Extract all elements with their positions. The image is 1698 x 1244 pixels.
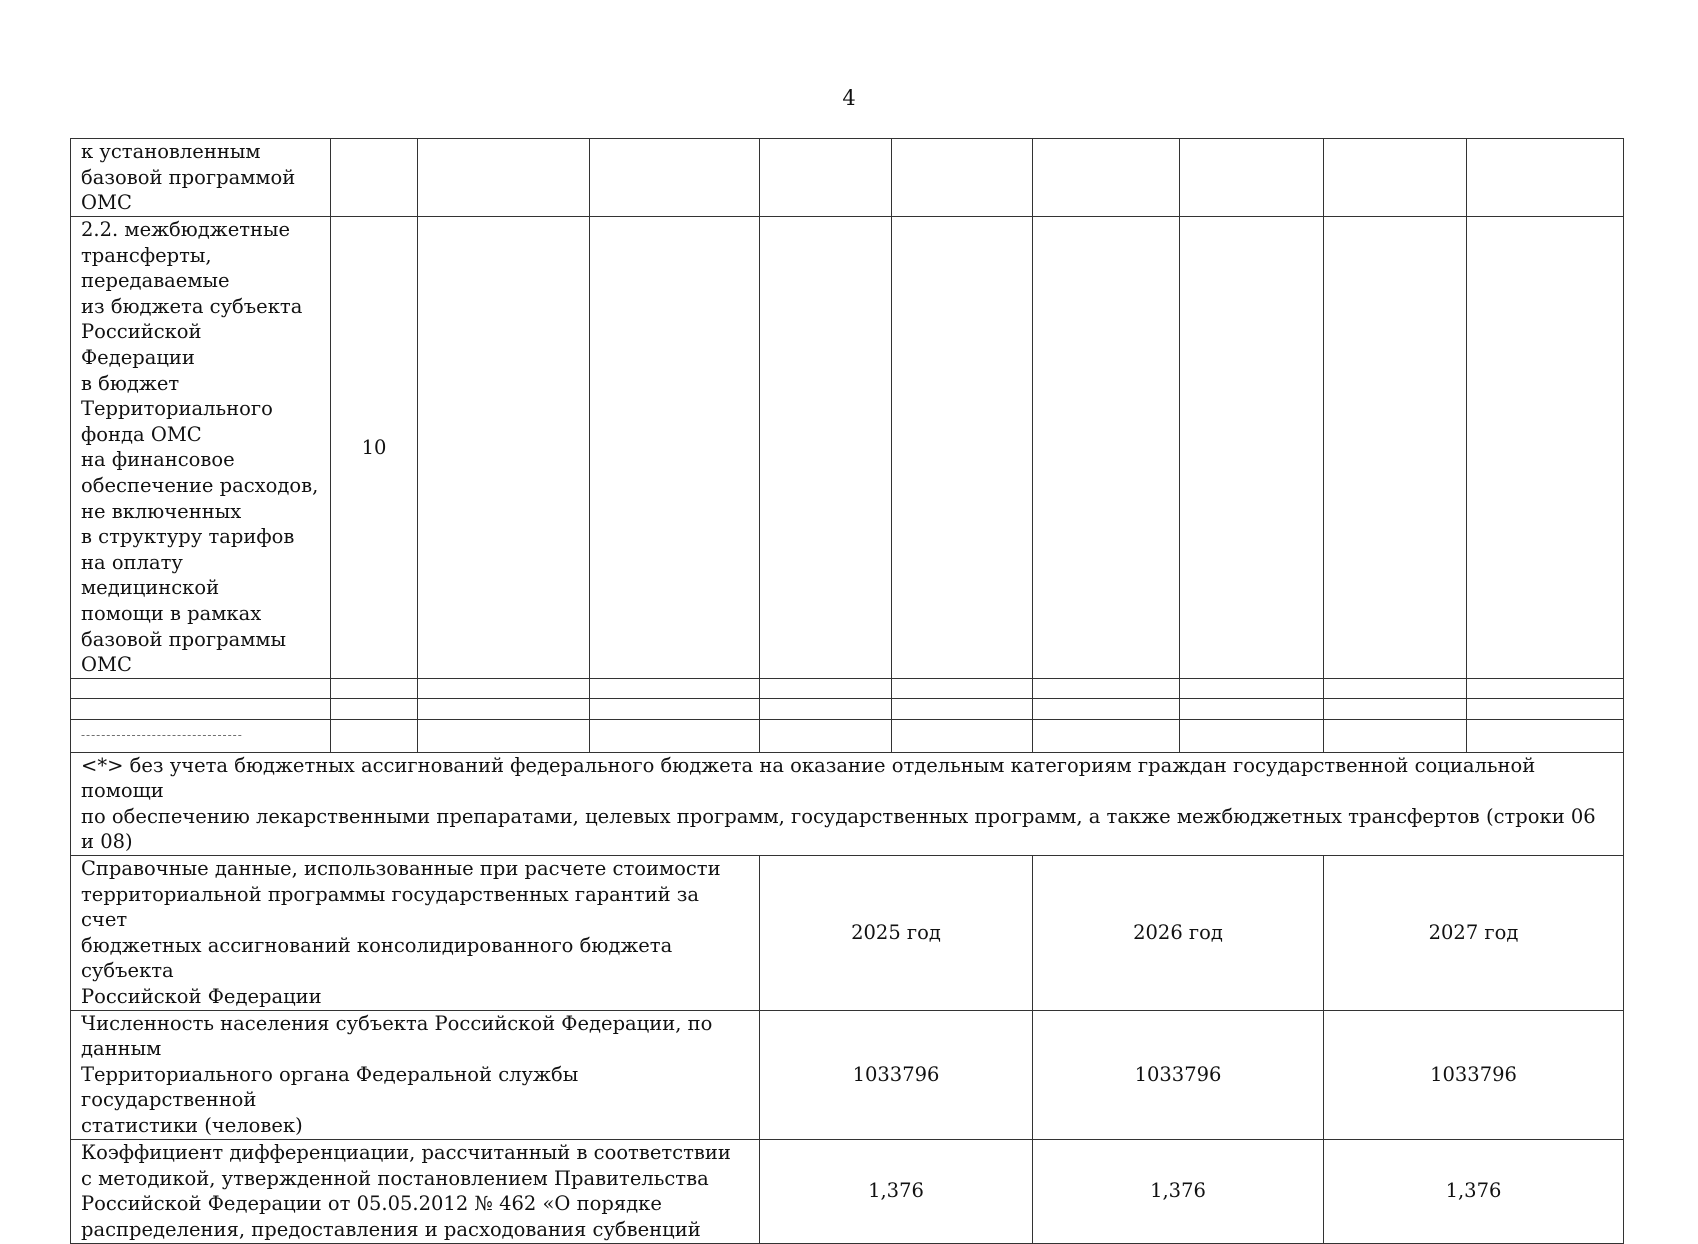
empty-cell bbox=[892, 217, 1033, 679]
coefficient-row bbox=[71, 1139, 1624, 1243]
empty-cell bbox=[418, 217, 590, 679]
budget-table bbox=[70, 138, 1624, 1244]
reference-header-row bbox=[71, 856, 1624, 1011]
empty-cell bbox=[1180, 139, 1324, 217]
row-code: 10 bbox=[331, 217, 418, 679]
empty-cell bbox=[1180, 217, 1324, 679]
table-row bbox=[71, 139, 1624, 217]
empty-cell bbox=[418, 139, 590, 217]
population-2027: 1033796 bbox=[1324, 1010, 1624, 1139]
empty-cell bbox=[1324, 217, 1467, 679]
empty-cell bbox=[1033, 217, 1180, 679]
empty-cell bbox=[892, 139, 1033, 217]
empty-cell bbox=[760, 217, 892, 679]
empty-cell bbox=[590, 217, 760, 679]
empty-cell bbox=[1467, 217, 1624, 679]
row-label: 2.2. межбюджетные трансферты, передаваемые из бюджета субъекта Российской Федерации в бюджет Территориального фонда ОМС на финансовое обеспечение расходов, не включенных в структуру тарифов на оплату медицинской помощи в рамках базовой программы ОМС bbox=[71, 217, 331, 679]
year-2027: 2027 год bbox=[1324, 856, 1624, 1011]
empty-cell bbox=[1467, 139, 1624, 217]
row-label: к установленным базовой программой ОМС bbox=[71, 139, 331, 217]
empty-row bbox=[71, 678, 1624, 698]
population-2026: 1033796 bbox=[1033, 1010, 1324, 1139]
empty-cell bbox=[590, 139, 760, 217]
coefficient-2025: 1,376 bbox=[760, 1139, 1033, 1243]
coefficient-2026: 1,376 bbox=[1033, 1139, 1324, 1243]
page-number: 4 bbox=[842, 86, 856, 110]
footnote-row bbox=[71, 752, 1624, 855]
table-row bbox=[71, 217, 1624, 679]
reference-header-label: Справочные данные, использованные при расчете стоимости территориальной программы государственных гарантий за счет бюджетных ассигнований консолидированного бюджета субъекта Российской Федерации bbox=[71, 856, 760, 1011]
empty-cell bbox=[1033, 139, 1180, 217]
footnote-text: <*> без учета бюджетных ассигнований федерального бюджета на оказание отдельным категориям граждан государственной социальной помощи по обеспечению лекарственными препаратами, целевых программ, государственных программ, а также межбюджетных трансфертов (строки 06 и 08) bbox=[71, 752, 1624, 855]
year-2026: 2026 год bbox=[1033, 856, 1324, 1011]
footnote-separator: -------------------------------- bbox=[71, 719, 331, 752]
coefficient-label: Коэффициент дифференциации, рассчитанный в соответствии с методикой, утвержденной постановлением Правительства Российской Федерации от 05.05.2012 № 462 «О порядке распределения, предоставления и расходования субвенций bbox=[71, 1139, 760, 1243]
coefficient-2027: 1,376 bbox=[1324, 1139, 1624, 1243]
row-code bbox=[331, 139, 418, 217]
population-row bbox=[71, 1010, 1624, 1139]
year-2025: 2025 год bbox=[760, 856, 1033, 1011]
separator-row bbox=[71, 719, 1624, 752]
empty-cell bbox=[1324, 139, 1467, 217]
empty-cell bbox=[760, 139, 892, 217]
population-2025: 1033796 bbox=[760, 1010, 1033, 1139]
population-label: Численность населения субъекта Российской Федерации, по данным Территориального органа Федеральной службы государственной статистики (человек) bbox=[71, 1010, 760, 1139]
empty-row bbox=[71, 698, 1624, 719]
